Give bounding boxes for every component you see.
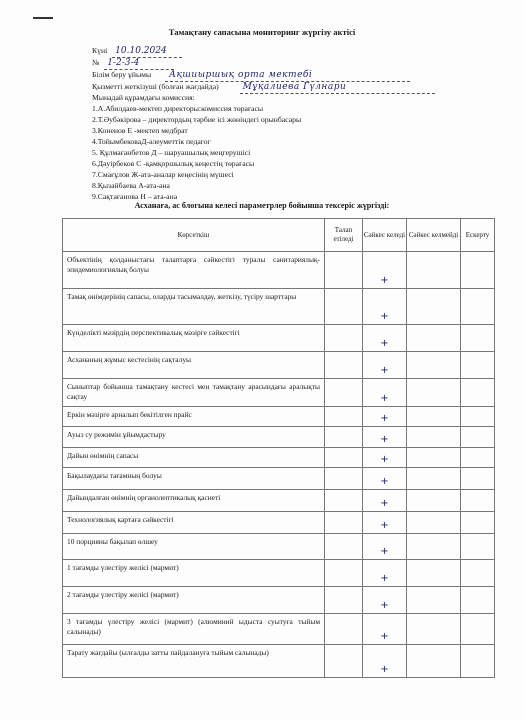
table-row	[63, 560, 495, 587]
note-cell	[461, 614, 495, 645]
noncompliant-cell	[407, 587, 461, 614]
required-cell	[325, 352, 363, 379]
note-cell	[461, 645, 495, 678]
required-cell	[325, 448, 363, 468]
member-3: 3.Коненов Е -мектеп медбрат	[92, 126, 188, 135]
note-cell	[461, 490, 495, 512]
required-cell	[325, 614, 363, 645]
note-cell	[461, 325, 495, 352]
inspection-table	[62, 218, 495, 678]
school-value: Ақшиыршық орта мектебі	[169, 70, 313, 80]
table-row	[63, 379, 495, 407]
indicator-cell: Бақылаудағы тағамның болуы	[63, 468, 325, 490]
note-cell	[461, 379, 495, 407]
member-7: 7.Смағұлов Ж-ата-аналар кеңесінің мүшесі	[92, 170, 234, 179]
indicator-cell: Күнделікті мәзірдің перспективалық мәзірге сәйкестігі	[63, 325, 325, 352]
indicator-cell: Дайын өнімнің сапасы	[63, 448, 325, 468]
header-noncompliant: Сәйкес келмейді	[407, 219, 461, 252]
school-label: Білім беру ұйымы	[92, 70, 152, 79]
indicator-cell: Еркін мәзірге арналып бекітілген прайс	[63, 407, 325, 427]
compliant-mark: +	[363, 490, 407, 512]
noncompliant-cell	[407, 325, 461, 352]
compliant-mark: +	[363, 379, 407, 407]
table-row	[63, 490, 495, 512]
compliant-mark: +	[363, 587, 407, 614]
table-row	[63, 614, 495, 645]
table-header-row	[63, 219, 495, 252]
header-indicator: Көрсеткіш	[63, 219, 325, 252]
member-2: 2.Т.Әубәкірова – директордың тәрбие ісі жөніндегі орынбасары	[92, 115, 302, 124]
school-line	[92, 70, 312, 80]
required-cell	[325, 325, 363, 352]
supplier-line	[92, 82, 346, 92]
compliant-mark: +	[363, 352, 407, 379]
member-8: 8.Қызайбаева А-ата-ана	[92, 181, 170, 190]
indicator-cell: Сыныптар бойынша тамақтану кестесі мен тамақтану арасындағы аралықты сақтау	[63, 379, 325, 407]
compliant-mark: +	[363, 468, 407, 490]
required-cell	[325, 534, 363, 560]
required-cell	[325, 468, 363, 490]
indicator-cell: Технологиялық картаға сәйкестігі	[63, 512, 325, 534]
indicator-cell: 3 тағамды үлестіру желісі (мармит) (алюминий ыдыста суытуға тыйым салынады)	[63, 614, 325, 645]
indicator-cell: Тарату жағдайы (ылғалды затты пайдалануға тыйым салынады)	[63, 645, 325, 678]
note-cell	[461, 427, 495, 448]
compliant-mark: +	[363, 407, 407, 427]
header-note: Ескерту	[461, 219, 495, 252]
noncompliant-cell	[407, 379, 461, 407]
table-row	[63, 645, 495, 678]
required-cell	[325, 407, 363, 427]
required-cell	[325, 560, 363, 587]
member-6: 6.Дәуірбеков С -қамқоршылық кеңестің төрағасы	[92, 159, 255, 168]
indicator-cell: 10 порцияны бақылап өлшеу	[63, 534, 325, 560]
noncompliant-cell	[407, 534, 461, 560]
compliant-mark: +	[363, 614, 407, 645]
member-5: 5. Құлмағанбетов Д – шаруашылық меңгерушісі	[92, 148, 251, 157]
corner-mark	[33, 17, 53, 19]
note-cell	[461, 252, 495, 289]
noncompliant-cell	[407, 252, 461, 289]
date-label: Күні	[92, 46, 108, 55]
table-row	[63, 352, 495, 379]
note-cell	[461, 560, 495, 587]
note-cell	[461, 512, 495, 534]
compliant-mark: +	[363, 560, 407, 587]
supplier-underline	[240, 93, 435, 94]
table-row	[63, 289, 495, 325]
table-row	[63, 512, 495, 534]
member-1: 1.А.Абилдаев-мектеп директоры:комиссия төрағасы	[92, 104, 264, 113]
indicator-cell: Асхананың жұмыс кестесінің сақталуы	[63, 352, 325, 379]
compliant-mark: +	[363, 645, 407, 678]
required-cell	[325, 490, 363, 512]
header-compliant: Сәйкес келеді	[363, 219, 407, 252]
note-cell	[461, 448, 495, 468]
noncompliant-cell	[407, 614, 461, 645]
member-4: 4.ТойымбековаД-әлеуметтік педагог	[92, 137, 211, 146]
indicator-cell: Ауыз су режимін ұйымдастыру	[63, 427, 325, 448]
noncompliant-cell	[407, 448, 461, 468]
compliant-mark: +	[363, 512, 407, 534]
noncompliant-cell	[407, 512, 461, 534]
compliant-mark: +	[363, 427, 407, 448]
note-cell	[461, 468, 495, 490]
table-row	[63, 252, 495, 289]
indicator-cell: Объектінің қолданыстағы талаптарға сәйкестігі туралы санитариялық-эпидемиологиялық болуы	[63, 252, 325, 289]
header-required: Талап етіледі	[325, 219, 363, 252]
noncompliant-cell	[407, 490, 461, 512]
table-row	[63, 534, 495, 560]
required-cell	[325, 645, 363, 678]
table-row	[63, 468, 495, 490]
required-cell	[325, 252, 363, 289]
indicator-cell: 1 тағамды үлестіру желісі (мармит)	[63, 560, 325, 587]
number-value: 1-2-3-4	[107, 58, 140, 68]
noncompliant-cell	[407, 352, 461, 379]
indicator-cell: 2 тағамды үлестіру желісі (мармит)	[63, 587, 325, 614]
noncompliant-cell	[407, 427, 461, 448]
note-cell	[461, 289, 495, 325]
note-cell	[461, 352, 495, 379]
noncompliant-cell	[407, 468, 461, 490]
noncompliant-cell	[407, 407, 461, 427]
noncompliant-cell	[407, 289, 461, 325]
supplier-value: Мұқалиева Гүлнари	[242, 82, 347, 92]
table-row	[63, 407, 495, 427]
noncompliant-cell	[407, 560, 461, 587]
number-label: №	[92, 58, 100, 67]
compliant-mark: +	[363, 289, 407, 325]
required-cell	[325, 289, 363, 325]
document-title: Тамақтану сапасына мониторинг жүргізу актісі	[168, 27, 356, 37]
indicator-cell: Дайындалған өнімнің органолептикалық қасиеті	[63, 490, 325, 512]
note-cell	[461, 587, 495, 614]
required-cell	[325, 587, 363, 614]
compliant-mark: +	[363, 325, 407, 352]
required-cell	[325, 427, 363, 448]
date-value: 10.10.2024	[115, 46, 167, 56]
member-9: 9.Сақтағанова Н – ата-ана	[92, 192, 178, 201]
supplier-label: Қызметті жеткізуші (болған жағдайда)	[92, 82, 219, 91]
required-cell	[325, 512, 363, 534]
table-row	[63, 587, 495, 614]
compliant-mark: +	[363, 534, 407, 560]
date-line	[92, 46, 167, 56]
noncompliant-cell	[407, 645, 461, 678]
inspection-subheading: Асханаға, ас блогына келесі параметрлер бойынша тексеріс жүргізді:	[134, 201, 390, 210]
compliant-mark: +	[363, 252, 407, 289]
table-row	[63, 427, 495, 448]
number-line	[92, 58, 139, 68]
table-row	[63, 448, 495, 468]
indicator-cell: Тамақ өнімдерінің сапасы, оларды тасымалдау, жеткізу, түсіру шарттары	[63, 289, 325, 325]
compliant-mark: +	[363, 448, 407, 468]
note-cell	[461, 407, 495, 427]
commission-intro: Мынадай құрамдағы комиссия:	[92, 93, 195, 102]
table-row	[63, 325, 495, 352]
required-cell	[325, 379, 363, 407]
note-cell	[461, 534, 495, 560]
